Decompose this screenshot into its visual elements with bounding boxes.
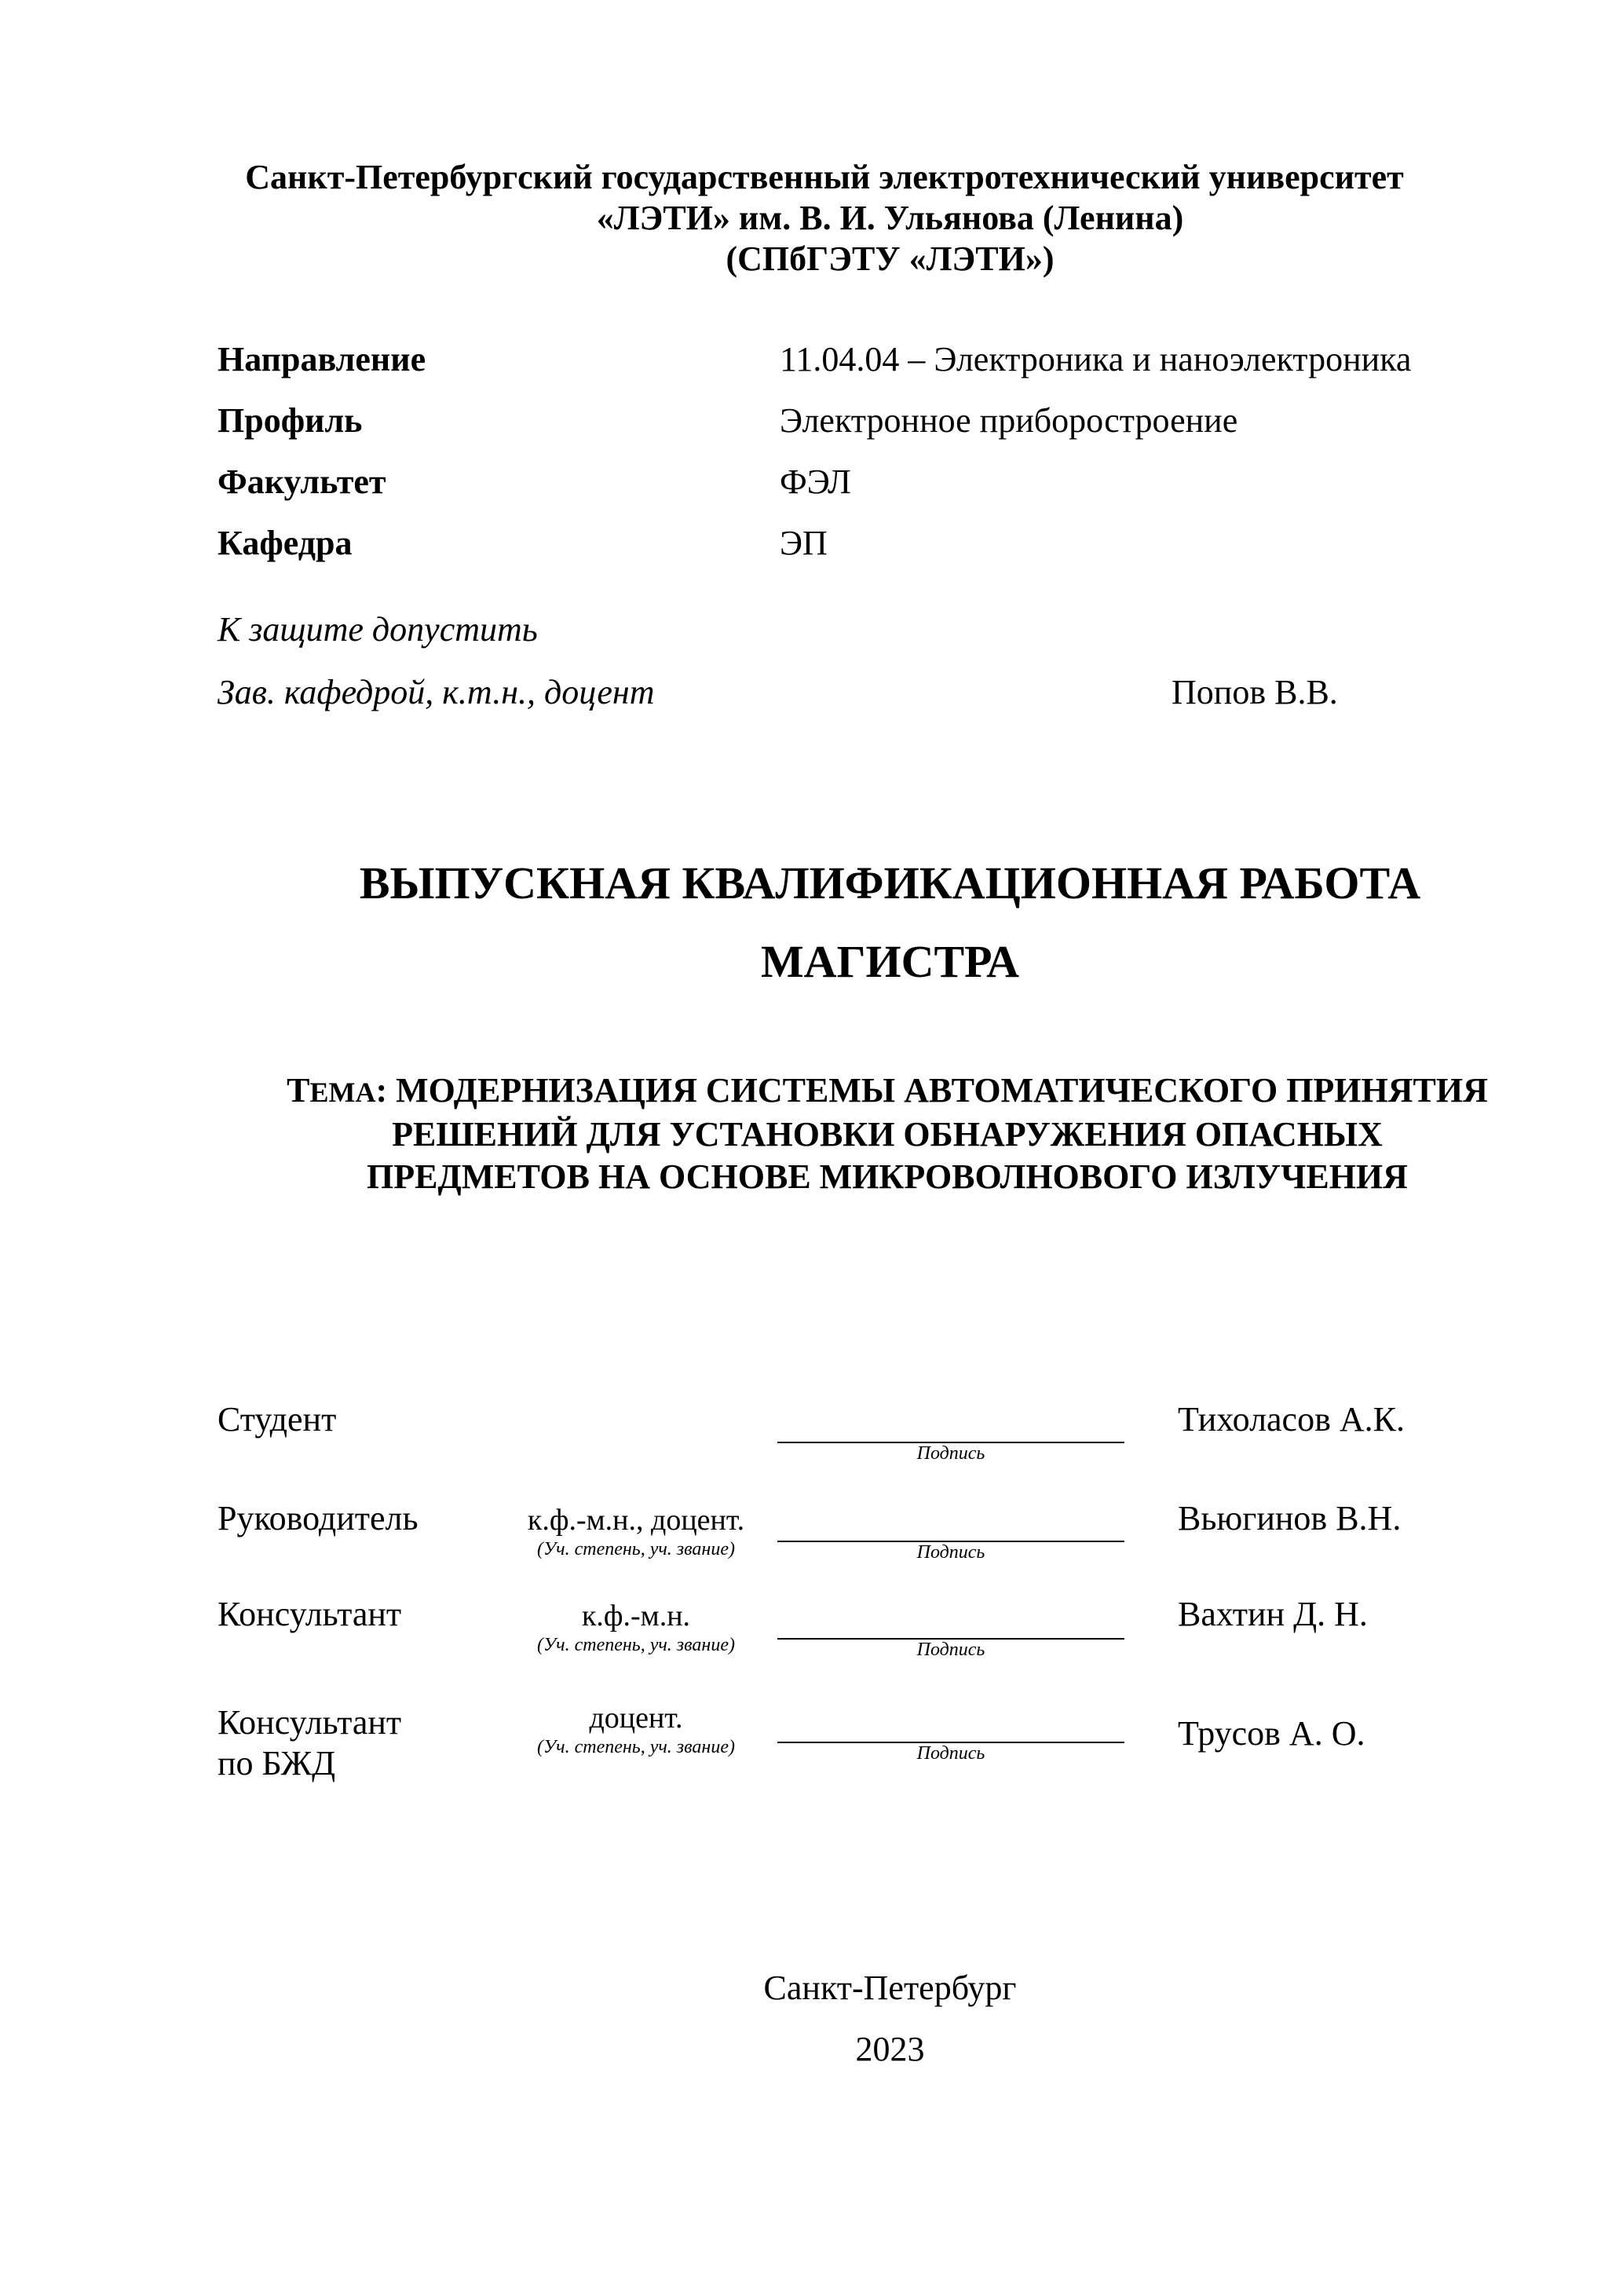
rank-caption-consultant: (Уч. степень, уч. звание) bbox=[537, 1635, 735, 1655]
signature-name-supervisor: Вьюгинов В.Н. bbox=[1178, 1499, 1402, 1537]
approval-line2: Зав. кафедрой, к.т.н., доцент bbox=[217, 673, 655, 711]
footer-year: 2023 bbox=[855, 2030, 925, 2068]
signature-role-supervisor: Руководитель bbox=[217, 1499, 419, 1537]
footer-city: Санкт-Петербург bbox=[763, 1969, 1017, 2007]
info-label-direction: Направление bbox=[217, 340, 426, 378]
theme-prefix-rest: ЕМА bbox=[309, 1077, 376, 1108]
thesis-theme bbox=[283, 1069, 1492, 1198]
signature-role-consultant: Консультант bbox=[217, 1595, 402, 1633]
signature-rank-consultant: к.ф.-м.н. bbox=[581, 1600, 691, 1632]
info-value-direction: 11.04.04 – Электроника и наноэлектроника bbox=[780, 340, 1412, 378]
signature-rank-supervisor: к.ф.-м.н., доцент. bbox=[527, 1504, 745, 1537]
document-title-line1: ВЫПУСКНАЯ КВАЛИФИКАЦИОННАЯ РАБОТА bbox=[359, 857, 1421, 909]
info-label-department: Кафедра bbox=[217, 524, 353, 562]
document-title-line2: МАГИСТРА bbox=[760, 936, 1020, 987]
signature-caption-consultant: Подпись bbox=[916, 1640, 985, 1660]
info-label-profile: Профиль bbox=[217, 401, 363, 440]
signature-role-safety-line1: Консультант bbox=[217, 1703, 402, 1742]
signature-role-student: Студент bbox=[217, 1400, 337, 1439]
signature-name-safety-consultant: Трусов А. О. bbox=[1178, 1714, 1365, 1753]
university-name-line1: Санкт-Петербургский государственный электротехнический университет bbox=[245, 158, 1404, 196]
signature-name-consultant: Вахтин Д. Н. bbox=[1178, 1595, 1368, 1633]
signature-role-safety-line2: по БЖД bbox=[217, 1744, 336, 1782]
signature-caption-supervisor: Подпись bbox=[916, 1542, 985, 1563]
theme-colon: : bbox=[375, 1071, 388, 1110]
approval-line1: К защите допустить bbox=[217, 610, 538, 649]
rank-caption-supervisor: (Уч. степень, уч. звание) bbox=[537, 1539, 735, 1559]
university-abbreviation: (СПбГЭТУ «ЛЭТИ») bbox=[726, 239, 1055, 278]
info-value-department: ЭП bbox=[780, 524, 828, 562]
theme-prefix-first: Т bbox=[287, 1071, 310, 1110]
signature-caption-safety-consultant: Подпись bbox=[916, 1743, 985, 1764]
signature-name-student: Тихоласов А.К. bbox=[1178, 1400, 1405, 1439]
signature-caption-student: Подпись bbox=[916, 1443, 985, 1464]
rank-caption-safety-consultant: (Уч. степень, уч. звание) bbox=[537, 1737, 735, 1757]
signature-role-safety-consultant bbox=[217, 1702, 401, 1784]
theme-text: МОДЕРНИЗАЦИЯ СИСТЕМЫ АВТОМАТИЧЕСКОГО ПРИНЯТИЯ РЕШЕНИЙ ДЛЯ УСТАНОВКИ ОБНАРУЖЕНИЯ ОПАСНЫХ ПРЕДМЕТОВ НА ОСНОВЕ МИКРОВОЛНОВОГО ИЗЛУЧЕНИЯ bbox=[367, 1071, 1488, 1196]
approval-head-name: Попов В.В. bbox=[1172, 673, 1338, 711]
info-value-profile: Электронное приборостроение bbox=[780, 401, 1238, 440]
signature-rank-safety-consultant: доцент. bbox=[589, 1702, 683, 1735]
university-name-line2: «ЛЭТИ» им. В. И. Ульянова (Ленина) bbox=[596, 199, 1184, 237]
info-label-faculty: Факультет bbox=[217, 462, 386, 501]
info-value-faculty: ФЭЛ bbox=[780, 462, 851, 501]
